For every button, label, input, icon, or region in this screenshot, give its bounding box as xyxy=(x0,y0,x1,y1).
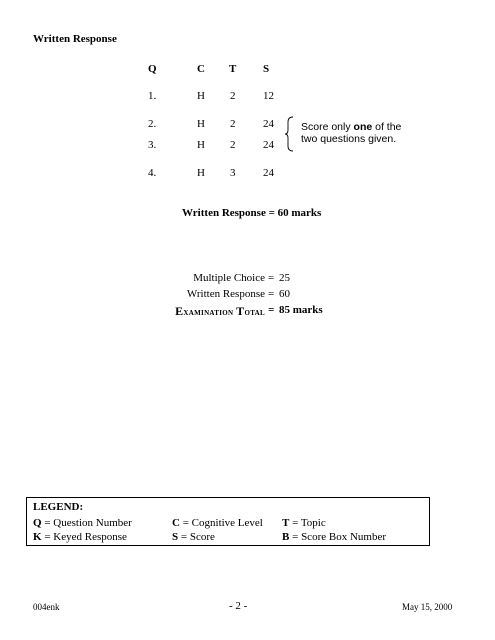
written-response-total: Written Response = 60 marks xyxy=(182,207,322,219)
table-cell: 3 xyxy=(230,167,236,179)
column-header-s: S xyxy=(263,63,270,75)
table-cell: H xyxy=(197,167,205,179)
table-cell: 4. xyxy=(148,167,157,179)
section-title: Written Response xyxy=(33,33,117,45)
table-cell: 12 xyxy=(263,90,274,102)
table-cell: H xyxy=(197,90,205,102)
table-cell: 24 xyxy=(263,167,274,179)
legend-box xyxy=(26,497,430,546)
legend-item: S = Score xyxy=(172,531,215,543)
table-cell: 2 xyxy=(230,139,236,151)
table-cell: 2. xyxy=(148,118,157,130)
multiple-choice-value: 25 xyxy=(279,272,290,284)
table-cell: 2 xyxy=(230,90,236,102)
column-header-t: T xyxy=(229,63,237,75)
legend-item: Q = Question Number xyxy=(33,517,132,529)
column-header-q: Q xyxy=(148,63,157,75)
page-number: - 2 - xyxy=(229,600,248,612)
legend-item: T = Topic xyxy=(282,517,326,529)
table-cell: H xyxy=(197,118,205,130)
multiple-choice-equals: = xyxy=(268,272,275,284)
footer-code: 004enk xyxy=(33,602,60,612)
score-note: Score only one of the two questions given. xyxy=(301,121,402,145)
examination-total-equals: = xyxy=(268,304,275,316)
legend-item: K = Keyed Response xyxy=(33,531,127,543)
table-cell: 24 xyxy=(263,139,274,151)
footer-date: May 15, 2000 xyxy=(402,602,453,612)
curly-brace-icon xyxy=(284,116,296,152)
multiple-choice-label: Multiple Choice xyxy=(193,272,265,284)
written-response-equals: = xyxy=(268,288,275,300)
legend-item: C = Cognitive Level xyxy=(172,517,263,529)
written-response-value: 60 xyxy=(279,288,290,300)
written-response-label: Written Response xyxy=(186,288,265,300)
table-cell: H xyxy=(197,139,205,151)
column-header-c: C xyxy=(197,63,205,75)
examination-total-label: Examination Total xyxy=(175,304,265,318)
table-cell: 3. xyxy=(148,139,157,151)
table-cell: 1. xyxy=(148,90,157,102)
table-cell: 24 xyxy=(263,118,274,130)
legend-title: LEGEND: xyxy=(33,501,84,513)
table-cell: 2 xyxy=(230,118,236,130)
examination-total-value: 85 marks xyxy=(279,304,323,316)
legend-item: B = Score Box Number xyxy=(282,531,386,543)
